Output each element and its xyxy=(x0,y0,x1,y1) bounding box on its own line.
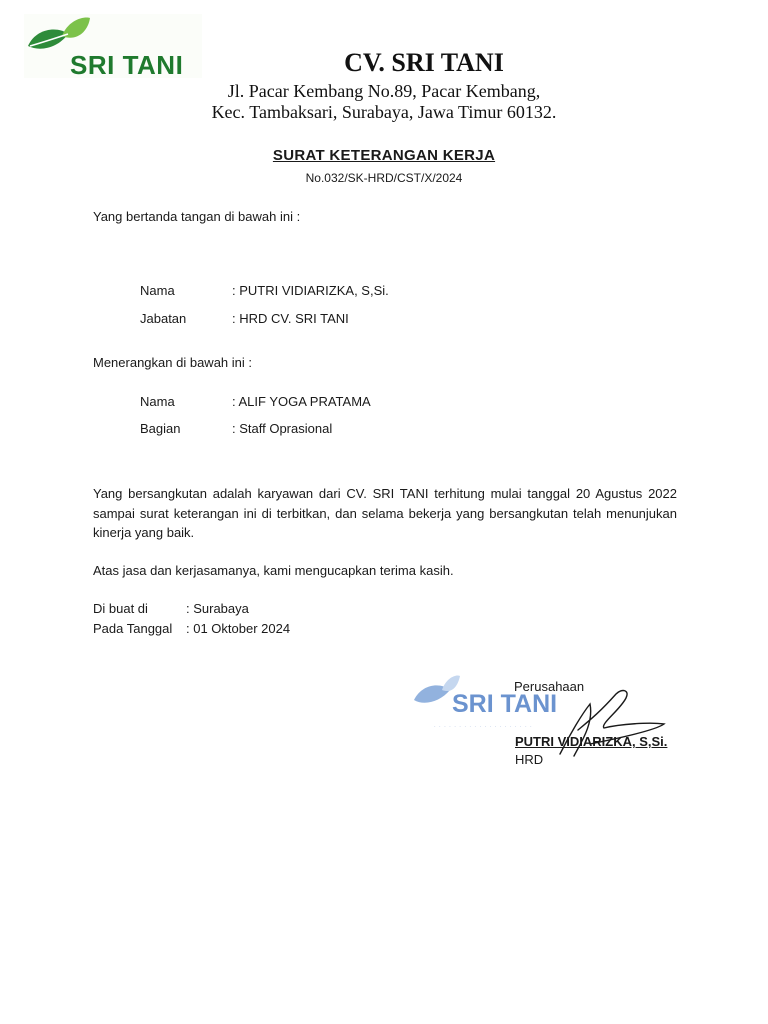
address-line-2: Kec. Tambaksari, Surabaya, Jawa Timur 60132. xyxy=(211,102,557,122)
signatory-position-value: : HRD CV. SRI TANI xyxy=(232,311,349,326)
company-logo xyxy=(24,14,202,78)
stamp-text: SRI TANI xyxy=(452,690,558,718)
handwritten-signature xyxy=(530,684,670,764)
address-line-1: Jl. Pacar Kembang No.89, Pacar Kembang, xyxy=(227,81,541,101)
logo-text: SRI TANI xyxy=(70,50,184,80)
company-label: Perusahaan xyxy=(514,679,585,694)
explains-line: Menerangkan di bawah ini : xyxy=(93,355,252,370)
employee-name-label: Nama xyxy=(140,394,175,409)
signer-name: PUTRI VIDIARIZKA, S,Si. xyxy=(515,734,668,749)
signatory-name-value: : PUTRI VIDIARIZKA, S,Si. xyxy=(232,283,389,298)
signer-position: HRD xyxy=(515,752,544,767)
employee-name-value: : ALIF YOGA PRATAMA xyxy=(232,394,371,409)
signatory-name-label: Nama xyxy=(140,283,175,298)
date-value: : 01 Oktober 2024 xyxy=(186,621,291,636)
employee-division-value: : Staff Oprasional xyxy=(232,421,333,436)
place-label: Di buat di xyxy=(93,601,148,616)
letter-number: No.032/SK-HRD/CST/X/2024 xyxy=(305,171,463,185)
body-paragraph: Yang bersangkutan adalah karyawan dari CV. SRI TANI terhitung mulai tanggal 20 Agustus 2022 sampai surat keterangan ini di terbitkan, dan selama bekerja yang bersangkutan telah menunjukan kinerja yang baik. xyxy=(93,486,677,540)
company-name: CV. SRI TANI xyxy=(344,48,504,77)
thanks-line: Atas jasa dan kerjasamanya, kami mengucapkan terima kasih. xyxy=(93,563,454,578)
employee-division-label: Bagian xyxy=(140,421,181,436)
opening-line: Yang bertanda tangan di bawah ini : xyxy=(93,209,301,224)
letter-title: SURAT KETERANGAN KERJA xyxy=(272,147,496,164)
place-value: : Surabaya xyxy=(186,601,249,616)
date-label: Pada Tanggal xyxy=(93,621,173,636)
signatory-position-label: Jabatan xyxy=(140,311,187,326)
stamp-fine-print: · · · · · · · · · · · · · · · · · · · · xyxy=(434,724,533,730)
